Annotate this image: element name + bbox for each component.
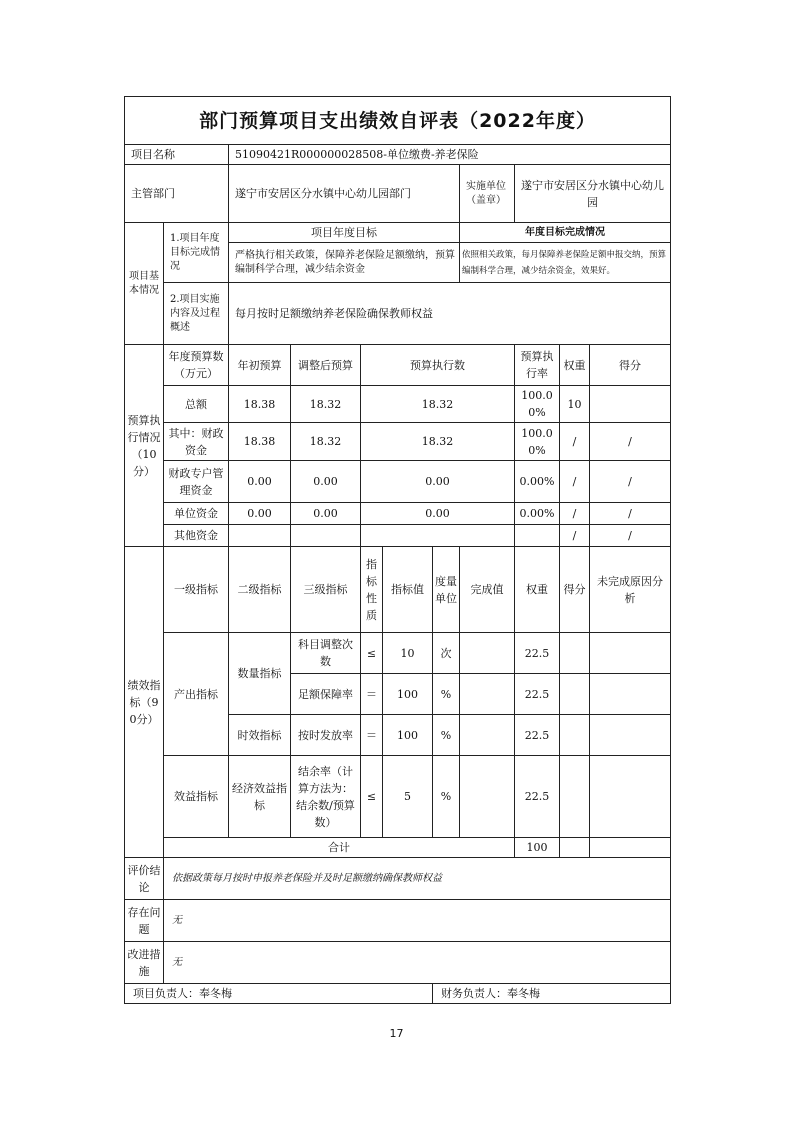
economic-indicator-label: 经济效益指标 <box>229 756 291 838</box>
timeliness-indicator-label: 时效指标 <box>229 715 291 756</box>
perf-row-guarantee: 足额保障率 ＝ 100 % 22.5 <box>125 674 671 715</box>
budget-row-total: 总额 18.38 18.32 18.32 100.00% 10 <box>125 386 671 423</box>
done-header: 年度目标完成情况 <box>460 223 671 243</box>
basic-section-label: 项目基本情况 <box>125 223 164 345</box>
measures-text: 无 <box>164 942 671 984</box>
goal-header: 项目年度目标 <box>229 223 460 243</box>
budget-header-weight: 权重 <box>560 345 590 386</box>
measures-label: 改进措施 <box>125 942 164 984</box>
finance-lead: 财务负责人：奉冬梅 <box>433 984 671 1004</box>
goal-label: 1.项目年度目标完成情况 <box>164 223 229 283</box>
budget-header-score: 得分 <box>590 345 671 386</box>
benefit-indicator-label: 效益指标 <box>164 756 229 838</box>
done-text: 依照相关政策，每月保障养老保险足额申报交纳，预算编制科学合理，减少结余资金，效果好。 <box>460 243 671 283</box>
evaluation-text: 依据政策每月按时申报养老保险并及时足额缴纳确保教师权益 <box>164 858 671 900</box>
budget-header-initial: 年初预算 <box>229 345 291 386</box>
page-number: 17 <box>389 1027 404 1040</box>
impl-content-text: 每月按时足额缴纳养老保险确保教师权益 <box>229 283 671 345</box>
perf-row-surplus: 效益指标 经济效益指标 结余率（计算方法为：结余数/预算数） ≤ 5 % 22.5 <box>125 756 671 838</box>
evaluation-label: 评价结论 <box>125 858 164 900</box>
problems-text: 无 <box>164 900 671 942</box>
project-name-label: 项目名称 <box>125 145 229 165</box>
budget-header-rate: 预算执行率 <box>515 345 560 386</box>
total-value: 100 <box>515 838 560 858</box>
budget-row-other: 其他资金 / / <box>125 525 671 547</box>
dept-label: 主管部门 <box>125 165 229 223</box>
perf-total-row <box>125 838 671 858</box>
goal-text: 严格执行相关政策，保障养老保险足额缴纳，预算编制科学合理，减少结余资金 <box>229 243 460 283</box>
budget-row-fiscal: 其中：财政资金 18.38 18.32 18.32 100.00% / / <box>125 423 671 461</box>
project-name-value: 51090421R000000028508-单位缴费-养老保险 <box>229 145 671 165</box>
problems-label: 存在问题 <box>125 900 164 942</box>
perf-header-row: 绩效指标（90分） 一级指标 二级指标 三级指标 指标性质 指标值 度量单位 完成值 权重 得分 未完成原因分析 <box>125 547 671 633</box>
form-table <box>124 96 671 1004</box>
project-lead: 项目负责人：奉冬梅 <box>125 984 433 1004</box>
form-title: 部门预算项目支出绩效自评表（2022年度） <box>125 97 671 145</box>
output-indicator-label: 产出指标 <box>164 633 229 756</box>
perf-row-adjust: 产出指标 数量指标 科目调整次数 ≤ 10 次 22.5 <box>125 633 671 674</box>
budget-header-adjusted: 调整后预算 <box>291 345 361 386</box>
impl-content-label: 2.项目实施内容及过程概述 <box>164 283 229 345</box>
budget-row-unit: 单位资金 0.00 0.00 0.00 0.00% / / <box>125 503 671 525</box>
quantity-indicator-label: 数量指标 <box>229 633 291 715</box>
dept-value: 遂宁市安居区分水镇中心幼儿园部门 <box>229 165 460 223</box>
perf-section-label: 绩效指标（90分） <box>125 547 164 858</box>
perf-row-ontime: 时效指标 按时发放率 ＝ 100 % 22.5 <box>125 715 671 756</box>
budget-header-executed: 预算执行数 <box>361 345 515 386</box>
budget-row-special: 财政专户管理资金 0.00 0.00 0.00 0.00% / / <box>125 461 671 503</box>
evaluation-form <box>124 96 670 1004</box>
budget-section-label: 预算执行情况（10分） <box>125 345 164 547</box>
impl-unit-label: 实施单位（盖章） <box>460 165 515 223</box>
budget-header-annual: 年度预算数（万元） <box>164 345 229 386</box>
total-label: 合计 <box>164 838 515 858</box>
impl-unit-value: 遂宁市安居区分水镇中心幼儿园 <box>515 165 671 223</box>
